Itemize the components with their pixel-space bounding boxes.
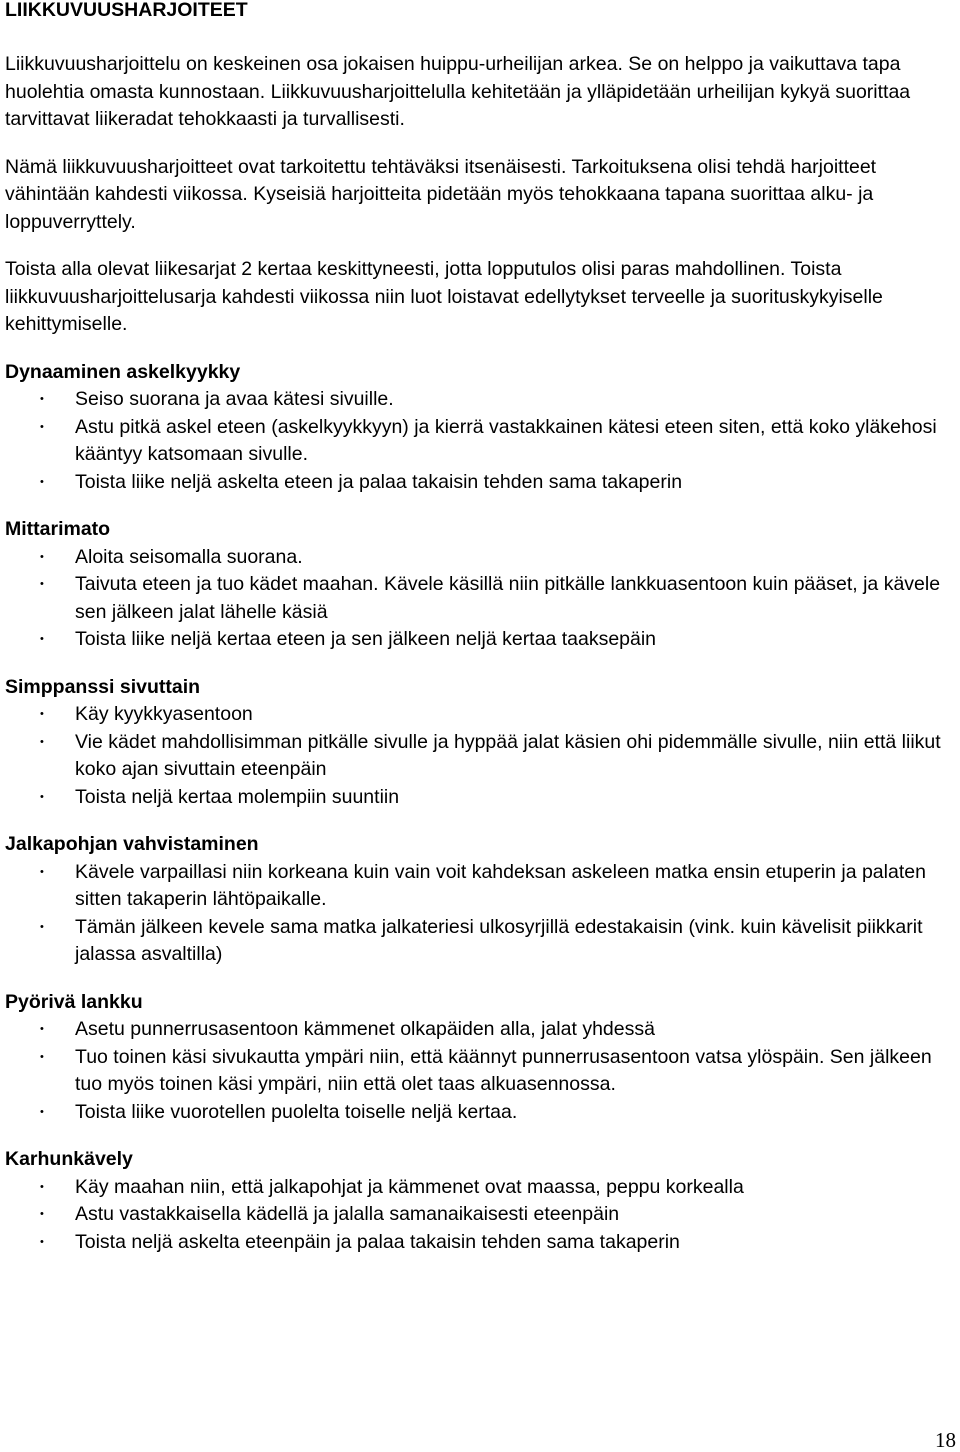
list-item-text: Tämän jälkeen kevele sama matka jalkateriesi ulkosyrjillä edestakaisin (vink. kuin kävelisit piikkarit jalassa asvaltilla) [75, 915, 923, 965]
list-item-text: Aloita seisomalla suorana. [75, 545, 303, 568]
section-heading-simppanssi-sivuttain: Simppanssi sivuttain [5, 675, 201, 698]
intro-paragraph-2: Nämä liikkuvuusharjoitteet ovat tarkoitettu tehtäväksi itsenäisesti. Tarkoituksena olisi tehdä harjoitteet vähintään kahdesti viikossa. Kyseisiä harjoitteita pidetään myös tehokkaana tapana suorittaa alku- ja loppuverryttely. [5, 155, 877, 233]
list-item [5, 1044, 960, 1099]
list-item-text: Toista liike neljä askelta eteen ja palaa takaisin tehden sama takaperin [75, 470, 683, 493]
bullet-icon: • [40, 1050, 44, 1063]
list-item-text: Kävele varpaillasi niin korkeana kuin vain voit kahdeksan askeleen matka ensin etuperin ja palaten sitten takaperin lähtöpaikalle. [75, 860, 926, 910]
section-list-karhunkavely [5, 1174, 960, 1257]
intro-paragraph-1: Liikkuvuusharjoittelu on keskeinen osa jokaisen huippu-urheilijan arkea. Se on helppo ja vaikuttava tapa huolehtia omasta kunnostaan. Liikkuvuusharjoittelulla kehitetään ja ylläpidetään urheilijan kykyä suorittaa tarvittavat liikeradat tehokkaasti ja turvallisesti. [5, 53, 911, 130]
list-item-text: Astu pitkä askel eteen (askelkyykkyyn) ja kierrä vastakkainen kätesi eteen siten, että koko yläkehosi kääntyy katsomaan sivulle. [75, 415, 937, 465]
list-item-text: Seiso suorana ja avaa kätesi sivuille. [75, 388, 394, 410]
intro-paragraph-3: Toista alla olevat liikesarjat 2 kertaa keskittyneesti, jotta lopputulos olisi paras mahdollinen. Toista liikkuvuusharjoittelusarja kahdesti viikossa niin luot loistavat edellytykset terveelle ja suorituskykyiselle kehittymiselle. [5, 258, 883, 335]
bullet-icon: • [40, 1180, 44, 1193]
list-item [5, 1174, 960, 1202]
section-list-dynaaminen-askelkyykky [5, 386, 960, 496]
list-item [5, 859, 960, 914]
section-heading-pyoriva-lankku: Pyörivä lankku [5, 990, 143, 1013]
document-page [5, 0, 960, 1256]
list-item [5, 414, 960, 469]
section-list-mittarimato [5, 544, 960, 654]
section-heading-mittarimato: Mittarimato [5, 518, 111, 540]
list-item-text: Toista neljä askelta eteenpäin ja palaa takaisin tehden sama takaperin [75, 1230, 680, 1253]
bullet-icon: • [40, 475, 44, 488]
page-title: LIIKKUVUUSHARJOITEET [5, 0, 248, 21]
bullet-icon: • [40, 633, 44, 645]
bullet-icon: • [40, 393, 44, 405]
bullet-icon: • [40, 865, 44, 878]
bullet-icon: • [40, 550, 44, 563]
bullet-icon: • [40, 1208, 44, 1220]
bullet-icon: • [40, 1105, 44, 1118]
list-item-text: Asetu punnerrusasentoon kämmenet olkapäiden alla, jalat yhdessä [75, 1018, 655, 1040]
list-item [5, 626, 960, 654]
list-item-text: Vie kädet mahdollisimman pitkälle sivulle ja hyppää jalat käsien ohi pidemmälle sivulle, niin että liikut koko ajan sivuttain eteenpäin [75, 730, 941, 780]
list-item-text: Käy maahan niin, että jalkapohjat ja kämmenet ovat maassa, peppu korkealla [75, 1175, 744, 1198]
list-item-text: Tuo toinen käsi sivukautta ympäri niin, että käännyt punnerrusasentoon vatsa ylöspäin. Sen jälkeen tuo myös toinen käsi ympäri, niin että olet taas alkuasennossa. [75, 1045, 932, 1095]
bullet-icon: • [40, 420, 44, 433]
list-item-text: Toista liike neljä kertaa eteen ja sen jälkeen neljä kertaa taaksepäin [75, 628, 657, 650]
list-item-text: Astu vastakkaisella kädellä ja jalalla samanaikaisesti eteenpäin [75, 1203, 620, 1225]
list-item-text: Toista liike vuorotellen puolelta toiselle neljä kertaa. [75, 1100, 518, 1123]
section-list-jalkapohjan-vahvistaminen [5, 859, 960, 969]
bullet-icon: • [40, 578, 44, 590]
list-item [5, 1016, 960, 1044]
section-heading-jalkapohjan-vahvistaminen: Jalkapohjan vahvistaminen [5, 833, 259, 855]
section-list-pyoriva-lankku [5, 1016, 960, 1126]
list-item [5, 701, 960, 729]
list-item [5, 1229, 960, 1257]
bullet-icon: • [40, 790, 44, 803]
list-item [5, 544, 960, 572]
page-number: 18 [935, 1428, 956, 1452]
list-item [5, 469, 960, 497]
list-item [5, 1099, 960, 1127]
bullet-icon: • [40, 1235, 44, 1248]
list-item [5, 784, 960, 812]
bullet-icon: • [40, 708, 44, 720]
list-item [5, 386, 960, 414]
list-item [5, 1201, 960, 1229]
list-item [5, 914, 960, 969]
bullet-icon: • [40, 920, 44, 933]
list-item-text: Toista neljä kertaa molempiin suuntiin [75, 785, 400, 808]
list-item [5, 571, 960, 626]
section-heading-karhunkavely: Karhunkävely [5, 1148, 133, 1170]
list-item-text: Käy kyykkyasentoon [75, 703, 253, 725]
bullet-icon: • [40, 1023, 44, 1035]
list-item [5, 729, 960, 784]
list-item-text: Taivuta eteen ja tuo kädet maahan. Kävele käsillä niin pitkälle lankkuasentoon kuin pääset, ja kävele sen jälkeen jalat lähelle käsiä [75, 573, 941, 623]
section-list-simppanssi-sivuttain [5, 701, 960, 811]
section-heading-dynaaminen-askelkyykky: Dynaaminen askelkyykky [5, 360, 241, 383]
bullet-icon: • [40, 735, 44, 748]
